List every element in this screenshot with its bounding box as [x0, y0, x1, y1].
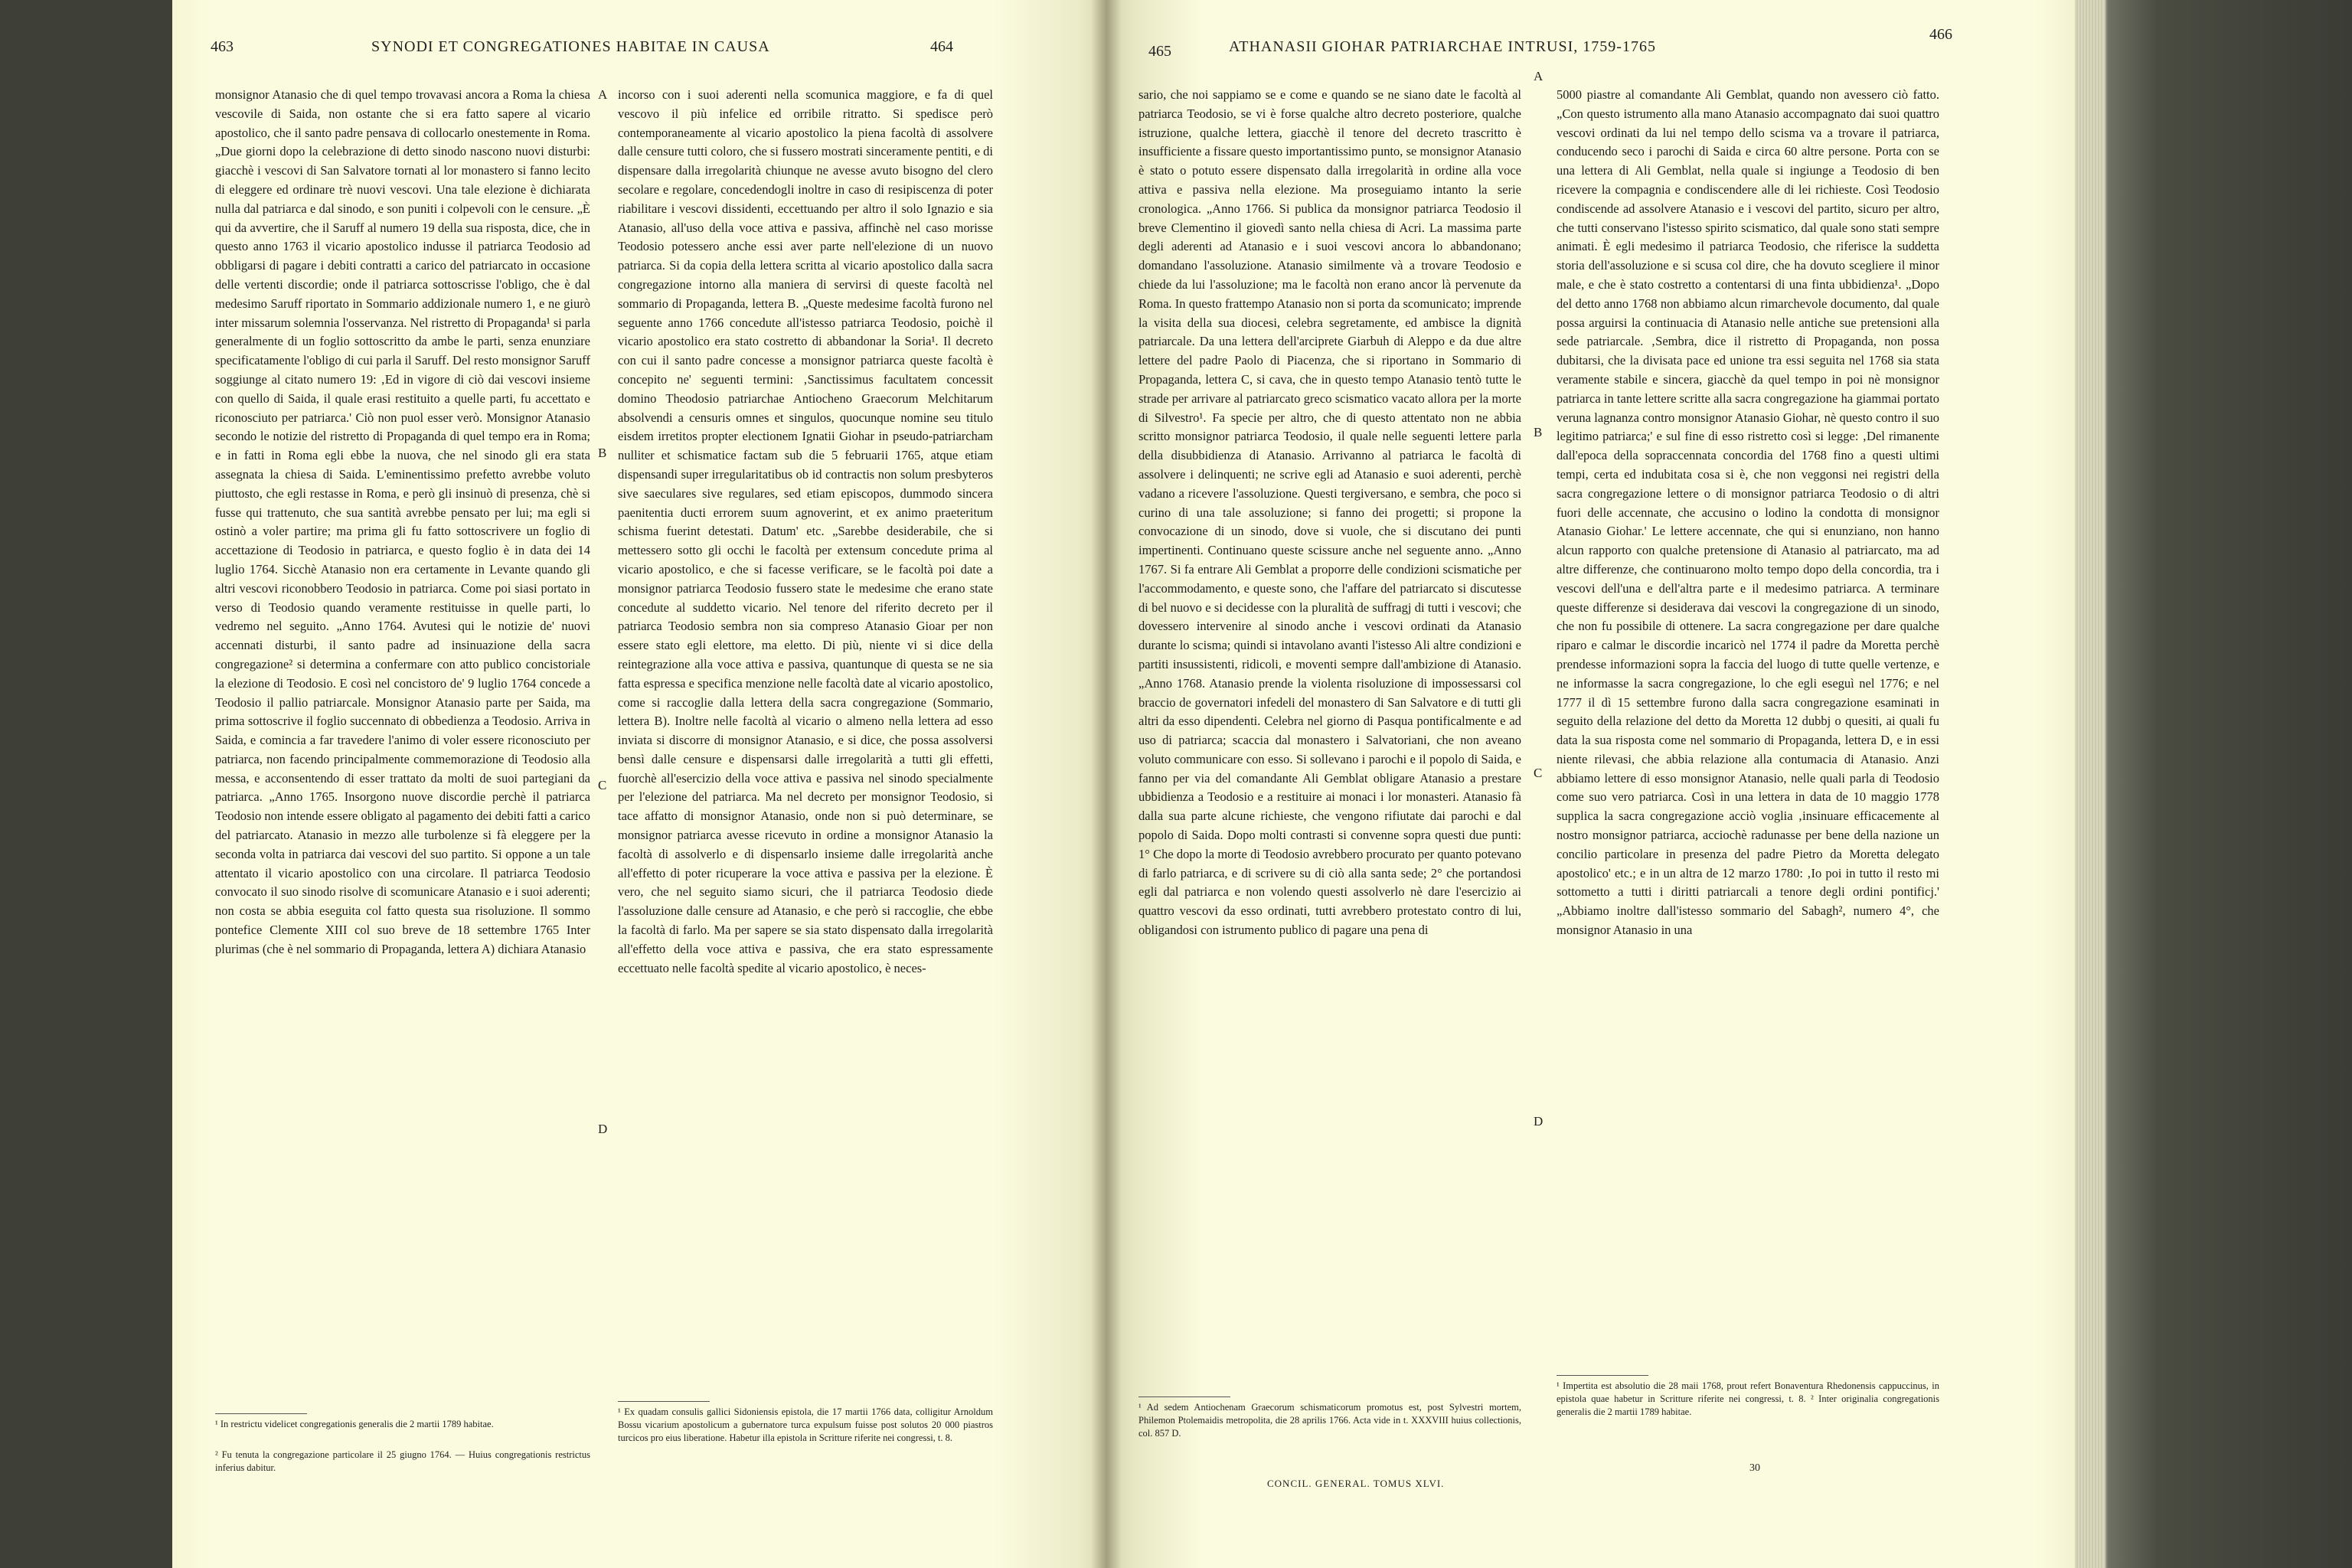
margin-letter-d: D: [1534, 1114, 1544, 1129]
text-column-4: 5000 piastre al comandante Ali Gemblat, quando non avessero ciò fatto. „Con questo istrumento alla mano Atanasio accompagnato dai suoi quattro vescovi ordinati da lui nel tempo dello scisma va a trovare il patriarca, conducendo seco i parochi di Saida e circa 60 altre persone. Porta con se una lettera di Ali Gemblat, nella quale si ingiunge a Teodosio di ben ricevere la compagnia e condiscendere alle di lei richieste. Così Teodosio condiscende ad assolvere Atanasio e i vescovi del partito, sicuro per altro, che tutti conservano l'istesso spirito scismatico, dal quale sono stati sempre animati. È egli medesimo il patriarca Teodosio, che riferisce la suddetta storia dell'assoluzione e si scusa col dire, che ha dovuto scegliere il minor male, e che è stato costretto a contentarsi di una finta ubbidienza¹. „Dopo del detto anno 1768 non abbiamo alcun rimarchevole documento, dal quale possa arguirsi la continuacia di Atanasio nelle antiche sue pretensioni alla sede patriarcale. ‚Sembra, dice il ristretto di Propaganda, non possa dubitarsi, che la divisata pace ed unione tra essi seguita nel 1768 sia stata veramente stabile e sincera, giacchè da quel tempo in poi nè monsignor patriarca in tante lettere scritte alla sacra congregazione ha giammai portato veruna lagnanza contro monsignor Atanasio Giohar, nè questo contro il suo legitimo patriarca;' e sul fine di esso ristretto così si legge: ‚Del rimanente dall'epoca della sopraccennata concordia del 1768 fino a questi ultimi tempi, certa ed indubitata cosa si è, che non veggonsi nei registri della sacra congregazione lettere o di monsignor patriarca Teodosio o di altri fuori delle accennate, che accusino o lodino la condotta di monsignor Atanasio Giohar.' Le lettere accennate, che qui si enunziano, non hanno alcun rapporto con qualche pretensione di Atanasio al patriarcato, ma ad altre differenze, che continuarono molto tempo dopo della concordia, tra i vescovi dell'una e dell'altra parte e il medesimo patriarca. A terminare queste differenze si desiderava dai vescovi la congregazione di un sinodo, che non fu possibile di ottenere. La sacra congregazione per dare qualche riparo e calmar le discordie incaricò nel 1774 il padre da Moretta perchè prendesse informazioni sopra la faccia del luogo di tutte quelle vertenze, e ne informasse la sacra congregazione, lo che egli eseguì nel 1776; e nel 1777 il dì 15 settembre furono dalla sacra congregazione esaminati in seguito della relazione del detto da Moretta 12 dubbj o quesiti, ai quali fu data la sua risposta come nel sommario di Propaganda, lettera D, e in essi niente rilevasi, che abbia relazione alla contumacia di Atanasio. Anzi abbiamo lettere di esso monsignor Atanasio, nelle quali parla di Teodosio come suo vero patriarca. Così in una lettera in data de 10 maggio 1778 supplica la sacra congregazione acciò voglia ‚insinuare efficacemente al nostro monsignor patriarca, acciochè radunasse per bene della nazione un concilio particolare in presenza del padre Pietro da Moretta delegato apostolico' etc.; e in un altra de 12 marzo 1780: ‚Io poi in tutto il resto mi sottometto a tutti i diritti patriarcali a tenore degli ordini pontificj.' „Abbiamo inoltre dall'istesso sommario del Sabagh², numero 4°, che monsignor Atanasio in una: [1557, 87, 1939, 938]
margin-letter-a: A: [598, 87, 608, 102]
book-edge: [2075, 0, 2352, 1568]
footnote-rule: [215, 1413, 307, 1414]
page-number: 465: [1148, 43, 1171, 60]
text-column-2: incorso con i suoi aderenti nella scomunica maggiore, e fa di quel vescovo il più infelice ed orribile ritratto. Si spedisce però contemporaneamente al vicario apostolico la piena facoltà di assolvere dalle censure tutti coloro, che si fussero mostrati sinceramente pentiti, e di dispensare dalla irregolarità chiunque ne avesse avuto bisogno del clero secolare e regolare, concedendogli inoltre in caso di resipiscenza di poter riabilitare i vescovi dissidenti, eccettuando per altro il solo Ignazio e sia Atanasio, all'uso della voce attiva e passiva, affinchè nel caso morisse Teodosio potessero anche essi aver parte nell'elezione di un nuovo patriarca. Si da copia della lettera scritta al vicario apostolico dalla sacra congregazione intorno alla maniera di servirsi di queste facoltà nel sommario di Propaganda, lettera B. „Queste medesime facoltà furono nel seguente anno 1766 concedute all'istesso patriarca Teodosio, poichè il vicario apostolico era stato costretto di abbandonar la Soria¹. Il decreto con cui il santo padre concesse a monsignor patriarca queste facoltà è concepito ne' seguenti termini: ‚Sanctissimus facultatem concessit domino Theodosio patriarchae Antiocheno Graecorum Melchitarum absolvendi a censuris omnes et singulos, quocunque nomine seu titulo eisdem irretitos propter electionem Ignatii Giohar in pseudo-patriarcham nulliter et schismatice factam sub die 5 februarii 1765, atque etiam dispensandi super irregularitatibus ob id contractis non solum presbyteros sive saeculares sive regulares, sed etiam episcopos, dummodo sincera paenitentia ducti errorem suum agnoverint, et ex animo praeteritum schisma fuerint detestati. Datum' etc. „Sarebbe desiderabile, che si mettessero sotto gli occhi le facoltà per extensum concedute prima al vicario apostolico, e che si facesse verificare, se le facoltà poi date a monsignor patriarca Teodosio fussero state le medesime che erano state concedute al suddetto vicario. Nel tenore del riferito decreto per il patriarca Teodosio sembra non sia compreso Atanasio Gioar per non essere stato egli elettore, ma eletto. Di più, niente vi si dice della reintegrazione alla voce attiva e passiva, quantunque di questa se ne sia fatta espressa e specifica menzione nelle facoltà date al vicario apostolico, come si raccoglie dalla lettera della sacra congregazione (Sommario, lettera B). Inoltre nelle facoltà al vicario o almeno nella lettera ad esso inviata si discorre di monsignor Atanasio, e si dice, che possa assolversi bensì dalle censure e dispensarsi dalle irregolarità a tutti gli effetti, fuorchè all'esercizio della voce attiva e passiva nel sinodo specialmente per l'elezione del patriarca. Ma nel decreto per monsignor Teodosio, si tace affatto di monsignor Atanasio, onde non si può determinare, se monsignor patriarca avesse ricevuto in ordine a monsignor Atanasio la facoltà di assolverlo e di dispensarlo insieme dalle irregolarità anche all'effetto di poter ricuperare la voce attiva e passiva per la elezione. È vero, che nel seguito siamo sicuri, che il patriarca Teodosio diede l'assoluzione dalle censure ad Atanasio, e che però si raccoglie, che ebbe la facoltà di farlo. Ma per sapere se sia stato dispensato dalla irregolarità all'effetto della voce attiva e passiva, che era stato espressamente eccettuato nelle facoltà spedite al vicario apostolico, è neces-: [618, 87, 993, 975]
margin-letter-d: D: [598, 1122, 608, 1136]
footnote-rule: [618, 1401, 710, 1402]
page-number: 464: [930, 38, 953, 55]
left-page: [172, 0, 1106, 1568]
book-gutter: [1091, 0, 1122, 1568]
footnote-rule: [1138, 1396, 1230, 1397]
margin-letter-b: B: [1534, 425, 1543, 439]
footnote-rule: [1557, 1375, 1648, 1376]
margin-letter-c: C: [1534, 766, 1543, 780]
margin-letter-b: B: [598, 446, 607, 460]
page-number: 463: [211, 38, 234, 55]
running-header: SYNODI ET CONGREGATIONES HABITAE IN CAUSA: [371, 38, 770, 55]
footnote: ¹ Impertita est absolutio die 28 maii 1768, prout refert Bonaventura Rhedonensis cappuccinus, in epistola quae habetur in Scritture riferite nei congressi, t. 8. ² Inter originalia congregationis generalis die 2 martii 1789 habitae.: [1557, 1380, 1939, 1417]
footnote: ² Fu tenuta la congregazione particolare il 25 giugno 1764. — Huius congregationis restrictus inferius dabitur.: [215, 1449, 590, 1473]
signature-mark: 30: [1749, 1462, 1760, 1474]
footnote: ¹ Ad sedem Antiochenam Graecorum schismaticorum promotus est, post Sylvestri mortem, Philemon Ptolemaidis metropolita, die 28 aprilis 1766. Acta vide in t. XXXVIII huius collectionis, col. 857 D.: [1138, 1402, 1521, 1439]
footnote: ¹ In restrictu videlicet congregationis generalis die 2 martii 1789 habitae.: [215, 1419, 494, 1429]
footnote: ¹ Ex quadam consulis gallici Sidoniensis epistola, die 17 martii 1766 data, colligitur Arnoldum Bossu vicarium apostolicum a gubernatore turca expulsum fuisse post solutos 20 000 piastros turcicos pro eius liberatione. Habetur illa epistola in Scritture riferite nei congressi, t. 8.: [618, 1406, 993, 1443]
right-page: [1106, 0, 2075, 1568]
text-column-1: monsignor Atanasio che di quel tempo trovavasi ancora a Roma la chiesa vescovile di Saida, non ostante che si era fatto sapere al vicario apostolico, che il santo padre pensava di collocarlo onestemente in Roma. „Due giorni dopo la celebrazione di detto sinodo nascono nuovi disturbi: giacchè i vescovi di San Salvatore tornati al lor monastero si fanno lecito di eleggere ed ordinare trè nuovi vescovi. Una tale elezione è dichiarata nulla dal patriarca e dal sinodo, e son puniti i colpevoli con le censure. „È qui da avvertire, che il Saruff al numero 19 della sua risposta, dice, che in questo anno 1763 il vicario apostolico indusse il patriarca Teodosio ad obbligarsi di pagare i debiti contratti a carico del patriarcato in occasione delle vertenti discordie; onde il patriarca sottoscrisse l'obligo, che è dal medesimo Saruff riportato in Sommario addizionale numero 1, e ne giurò inter missarum solemnia l'osservanza. Nel ristretto di Propaganda¹ si parla generalmente di un foglio sottoscritto da ambe le parti, senza enunziare specificatamente l'obligo di cui parla il Saruff. Del resto monsignor Saruff soggiunge al citato numero 19: ‚Ed in vigore di ciò dai vescovi insieme con quello di Saida, il quale erasi restituito a quelle parti, fu accettato e riconosciuto per patriarca.' Ciò non puol esser verò. Monsignor Atanasio secondo le notizie del ristretto di Propaganda di quel tempo era in Roma; e in fatti in Roma egli ebbe la nuova, che nel sinodo gli era stata assegnata la chiesa di Saida. L'eminentissimo prefetto avrebbe voluto piuttosto, che egli restasse in Roma, e però gli insinuò di presenza, chè si fusse qui trattenuto, che sua santità avrebbe pensato per lui; ma egli si ostinò a voler partire; ma prima gli fu fatto sottoscrivere un foglio di accettazione di Teodosio in patriarca, e questo foglio è in data dei 14 luglio 1764. Sicchè Atanasio non era certamente in Levante quando gli altri vescovi riconobbero Teodosio in patriarca. Come poi siasi portato in verso di Teodosio quando veramente restituisse in quelle parti, lo vedremo nel seguito. „Anno 1764. Avutesi qui le notizie de' nuovi accennati disturbi, il santo padre ad insinuazione della sacra congregazione² si determina a confermare con atto publico concistoriale la elezione di Teodosio. E così nel concistoro de' 9 luglio 1764 concede a Teodosio il pallio patriarcale. Monsignor Atanasio parte per Saida, ma prima sottoscrive il foglio succennato di obbedienza a Teodosio. Arriva in Saida, e comincia a far travedere l'animo di voler essere riconosciuto per patriarca, non facendo principalmente commemorazione di Teodosio alla messa, e acconsentendo di esser trattato da molti de suoi partegiani da patriarca. „Anno 1765. Insorgono nuove discordie perchè il patriarca Teodosio non intende essere obligato al pagamento dei debiti fatti a carico del patriarcato. Atanasio in mezzo alle turbolenze si fà eleggere per la seconda volta in patriarca dai vescovi del suo partito. Si oppone a un tale attentato il vicario apostolico con una circolare. Il patriarca Teodosio convocato il suo sinodo risolve di scomunicare Atanasio e i suoi aderenti; non costa se abbia eseguita col fatto questa sua risoluzione. Il sommo pontefice Clemente XIII col suo breve de 18 settembre 1765 Inter plurimas (che è nel sommario di Propaganda, lettera A) dichiara Atanasio: [215, 87, 590, 956]
volume-footer: CONCIL. GENERAL. TOMUS XLVI.: [1267, 1478, 1445, 1489]
margin-letter-c: C: [598, 778, 607, 792]
text-column-3: sario, che noi sappiamo se e come e quando se ne siano date le facoltà al patriarca Teodosio, se vi è forse qualche altro decreto posteriore, qualche istruzione, qualche lettera, giacchè il tenore del decreto trascritto è insufficiente a fissare questo importantissimo punto, se monsignor Atanasio è stato o potuto essere dispensato dalla irregolarità in ordine alla voce attiva e passiva nella elezione. Ma proseguiamo intanto la serie cronologica. „Anno 1766. Si publica da monsignor patriarca Teodosio il breve Clementino il giovedì santo nella chiesa di Acri. La massima parte degli aderenti ad Atanasio e i suoi vescovi ancora lo abbandonano; domandano l'assoluzione. Atanasio similmente và a trovare Teodosio e chiede da lui l'assoluzione; ma le facoltà non erano ancor là pervenute da Roma. In questo frattempo Atanasio non si porta da scomunicato; imprende la visita della sua diocesi, celebra segretamente, ed ambisce la dignità patriarcale. Da una lettera dell'arciprete Giarbuh di Aleppo e da due altre lettere del padre Paolo di Piacenza, che si riportano in Sommario di Propaganda, lettera C, si cava, che in questo tempo Atanasio tentò tutte le strade per arrivare al patriarcato greco scismatico vacato allora per la morte di Silvestro¹. Fa specie per altro, che di questo attentato non ne abbia scritto monsignor patriarca Teodosio, il quale nelle seguenti lettere parla della disubbidienza di Atanasio. Arrivanno al patriarca le facoltà di assolvere i delinquenti; ne scrive egli ad Atanasio e suoi aderenti, perchè vadano a ricevere l'assoluzione. Questi tergiversano, e sembra, che poco si curino di una tale assoluzione; si fanno dei progetti; si propone la convocazione di un sinodo, dove si vuole, che si discutano dei punti impertinenti. Continuano queste scissure anche nel seguente anno. „Anno 1767. Si fa entrare Ali Gemblat a proporre delle condizioni scismatiche per l'accommodamento, e queste sono, che l'affare del patriarcato si discutesse di bel nuovo e si decidesse con la pluralità de suffragj di tutti i vescovi; che dovessero intervenire al sinodo anche i vescovi ordinati da Atanasio durante lo scisma; quindi si intavolano avanti l'istesso Ali altre condizioni e partiti insussistenti, ridicoli, e moventi sempre dall'ambizione di Atanasio. „Anno 1768. Atanasio prende la violenta risoluzione di impossessarsi col braccio de governatori infedeli del monastero di San Salvatore e di tutti gli altri da esso dipendenti. Celebra nel giorno di Pasqua pontificalmente e ad uso di patriarca; scaccia dal monastero i Salvatoriani, che non aveano voluto communicare con esso. Si sollevano i parochi e il popolo di Saida, e fanno per via del comandante Ali Gemblat obligare Atanasio a prestare ubbidienza a Teodosio e a restituire ai monaci i lor monasteri. Atanasio fà dalla sua parte alcune richieste, che vengono rifiutate dai parochi e dal popolo di Saida. Dopo molti contrasti si convenne sopra questi due punti: 1° Che dopo la morte di Teodosio avrebbero procurato per quanto potevano di farlo patriarca, e di scrivere su di ciò alla santa sede; 2° che portandosi egli dal patriarca e non volendo questi assolverlo nè dare l'esercizio ai quattro vescovi da esso ordinati, tutti avrebbero protestato contro di lui, obligandosi con istrumento publico di pagare una pena di: [1138, 87, 1521, 938]
margin-letter-a: A: [1534, 69, 1544, 83]
running-header: ATHANASII GIOHAR PATRIARCHAE INTRUSI, 1759-1765: [1229, 38, 1656, 55]
page-number: 466: [1929, 26, 1952, 43]
page-edges: [2075, 0, 2105, 1568]
